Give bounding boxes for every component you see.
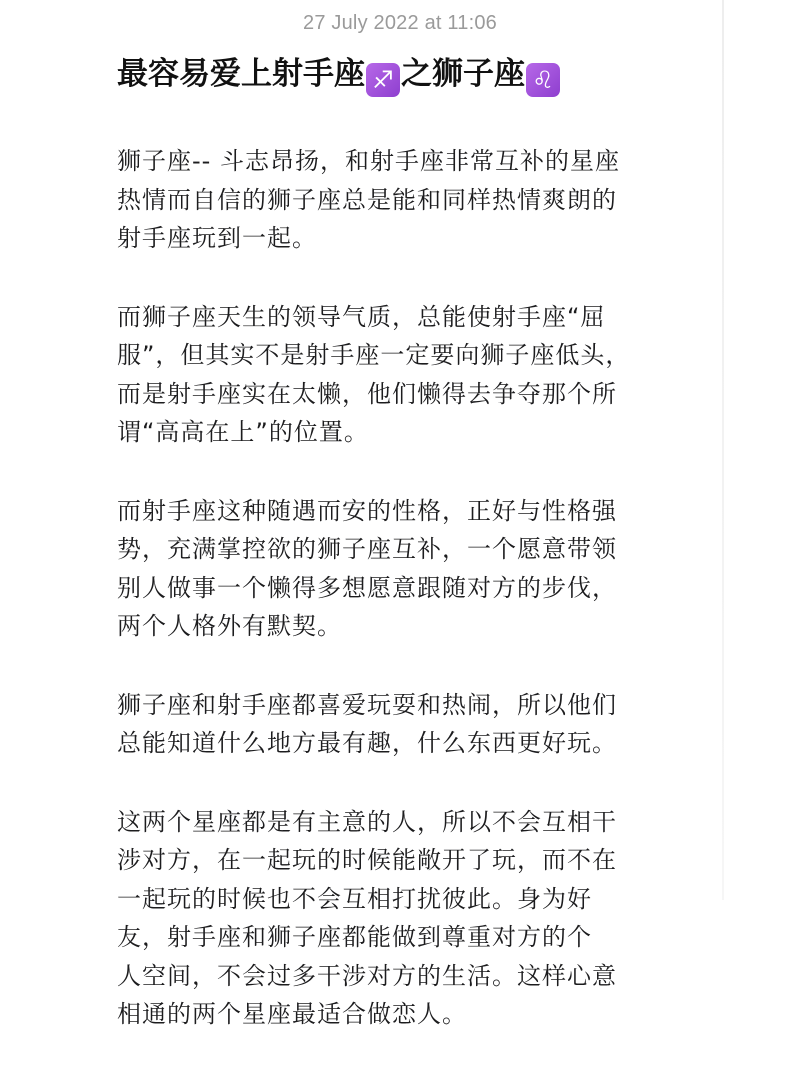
paragraph-4 <box>117 686 677 763</box>
paragraph-line: 总能知道什么地方最有趣，什么东西更好玩。 <box>117 729 617 757</box>
paragraph-line: 射手座玩到一起。 <box>117 224 317 252</box>
paragraph-line: 涉对方，在一起玩的时候能敞开了玩，而不在 <box>117 846 617 874</box>
paragraph-line: 热情而自信的狮子座总是能和同样热情爽朗的 <box>117 185 617 214</box>
paragraph-line: 势，充满掌控欲的狮子座互补，一个愿意带领 <box>117 535 617 563</box>
sagittarius-icon: ♐ <box>366 63 400 97</box>
paragraph-3 <box>117 492 677 646</box>
note-title[interactable] <box>117 52 717 97</box>
paragraph-line: 谓“高高在上”的位置。 <box>117 418 369 446</box>
paragraph-line: 友，射手座和狮子座都能做到尊重对方的个 <box>117 923 592 951</box>
paragraph-line: 狮子座-- 斗志昂扬，和射手座非常互补的星座 <box>117 147 620 175</box>
paragraph-line: 而射手座这种随遇而安的性格，正好与性格强 <box>117 496 617 525</box>
paragraph-line: 狮子座和射手座都喜爱玩耍和热闹，所以他们 <box>117 690 617 719</box>
paragraph-line: 人空间，不会过多干涉对方的生活。这样心意 <box>117 961 617 990</box>
paragraph-line: 这两个星座都是有主意的人，所以不会互相干 <box>117 807 617 836</box>
paragraph-line: 两个人格外有默契。 <box>117 612 342 640</box>
paragraph-line: 而狮子座天生的领导气质，总能使射手座“屈 <box>117 302 606 331</box>
page-edge-divider <box>722 0 724 900</box>
paragraph-line: 相通的两个星座最适合做恋人。 <box>117 1000 467 1028</box>
title-text-part1: 最容易爱上射手座 <box>117 56 365 92</box>
title-text-part2: 之狮子座 <box>401 56 525 92</box>
paragraph-line: 别人做事一个懒得多想愿意跟随对方的步伐， <box>117 573 617 602</box>
note-body[interactable] <box>117 142 677 1074</box>
paragraph-line: 服”，但其实不是射手座一定要向狮子座低头， <box>117 341 631 369</box>
paragraph-5 <box>117 803 677 1034</box>
paragraph-2 <box>117 298 677 452</box>
paragraph-line: 一起玩的时候也不会互相打扰彼此。身为好 <box>117 884 592 913</box>
note-timestamp: 27 July 2022 at 11:06 <box>303 12 497 34</box>
paragraph-line: 而是射手座实在太懒，他们懒得去争夺那个所 <box>117 379 617 408</box>
paragraph-1 <box>117 142 677 258</box>
leo-icon: ♌ <box>526 63 560 97</box>
